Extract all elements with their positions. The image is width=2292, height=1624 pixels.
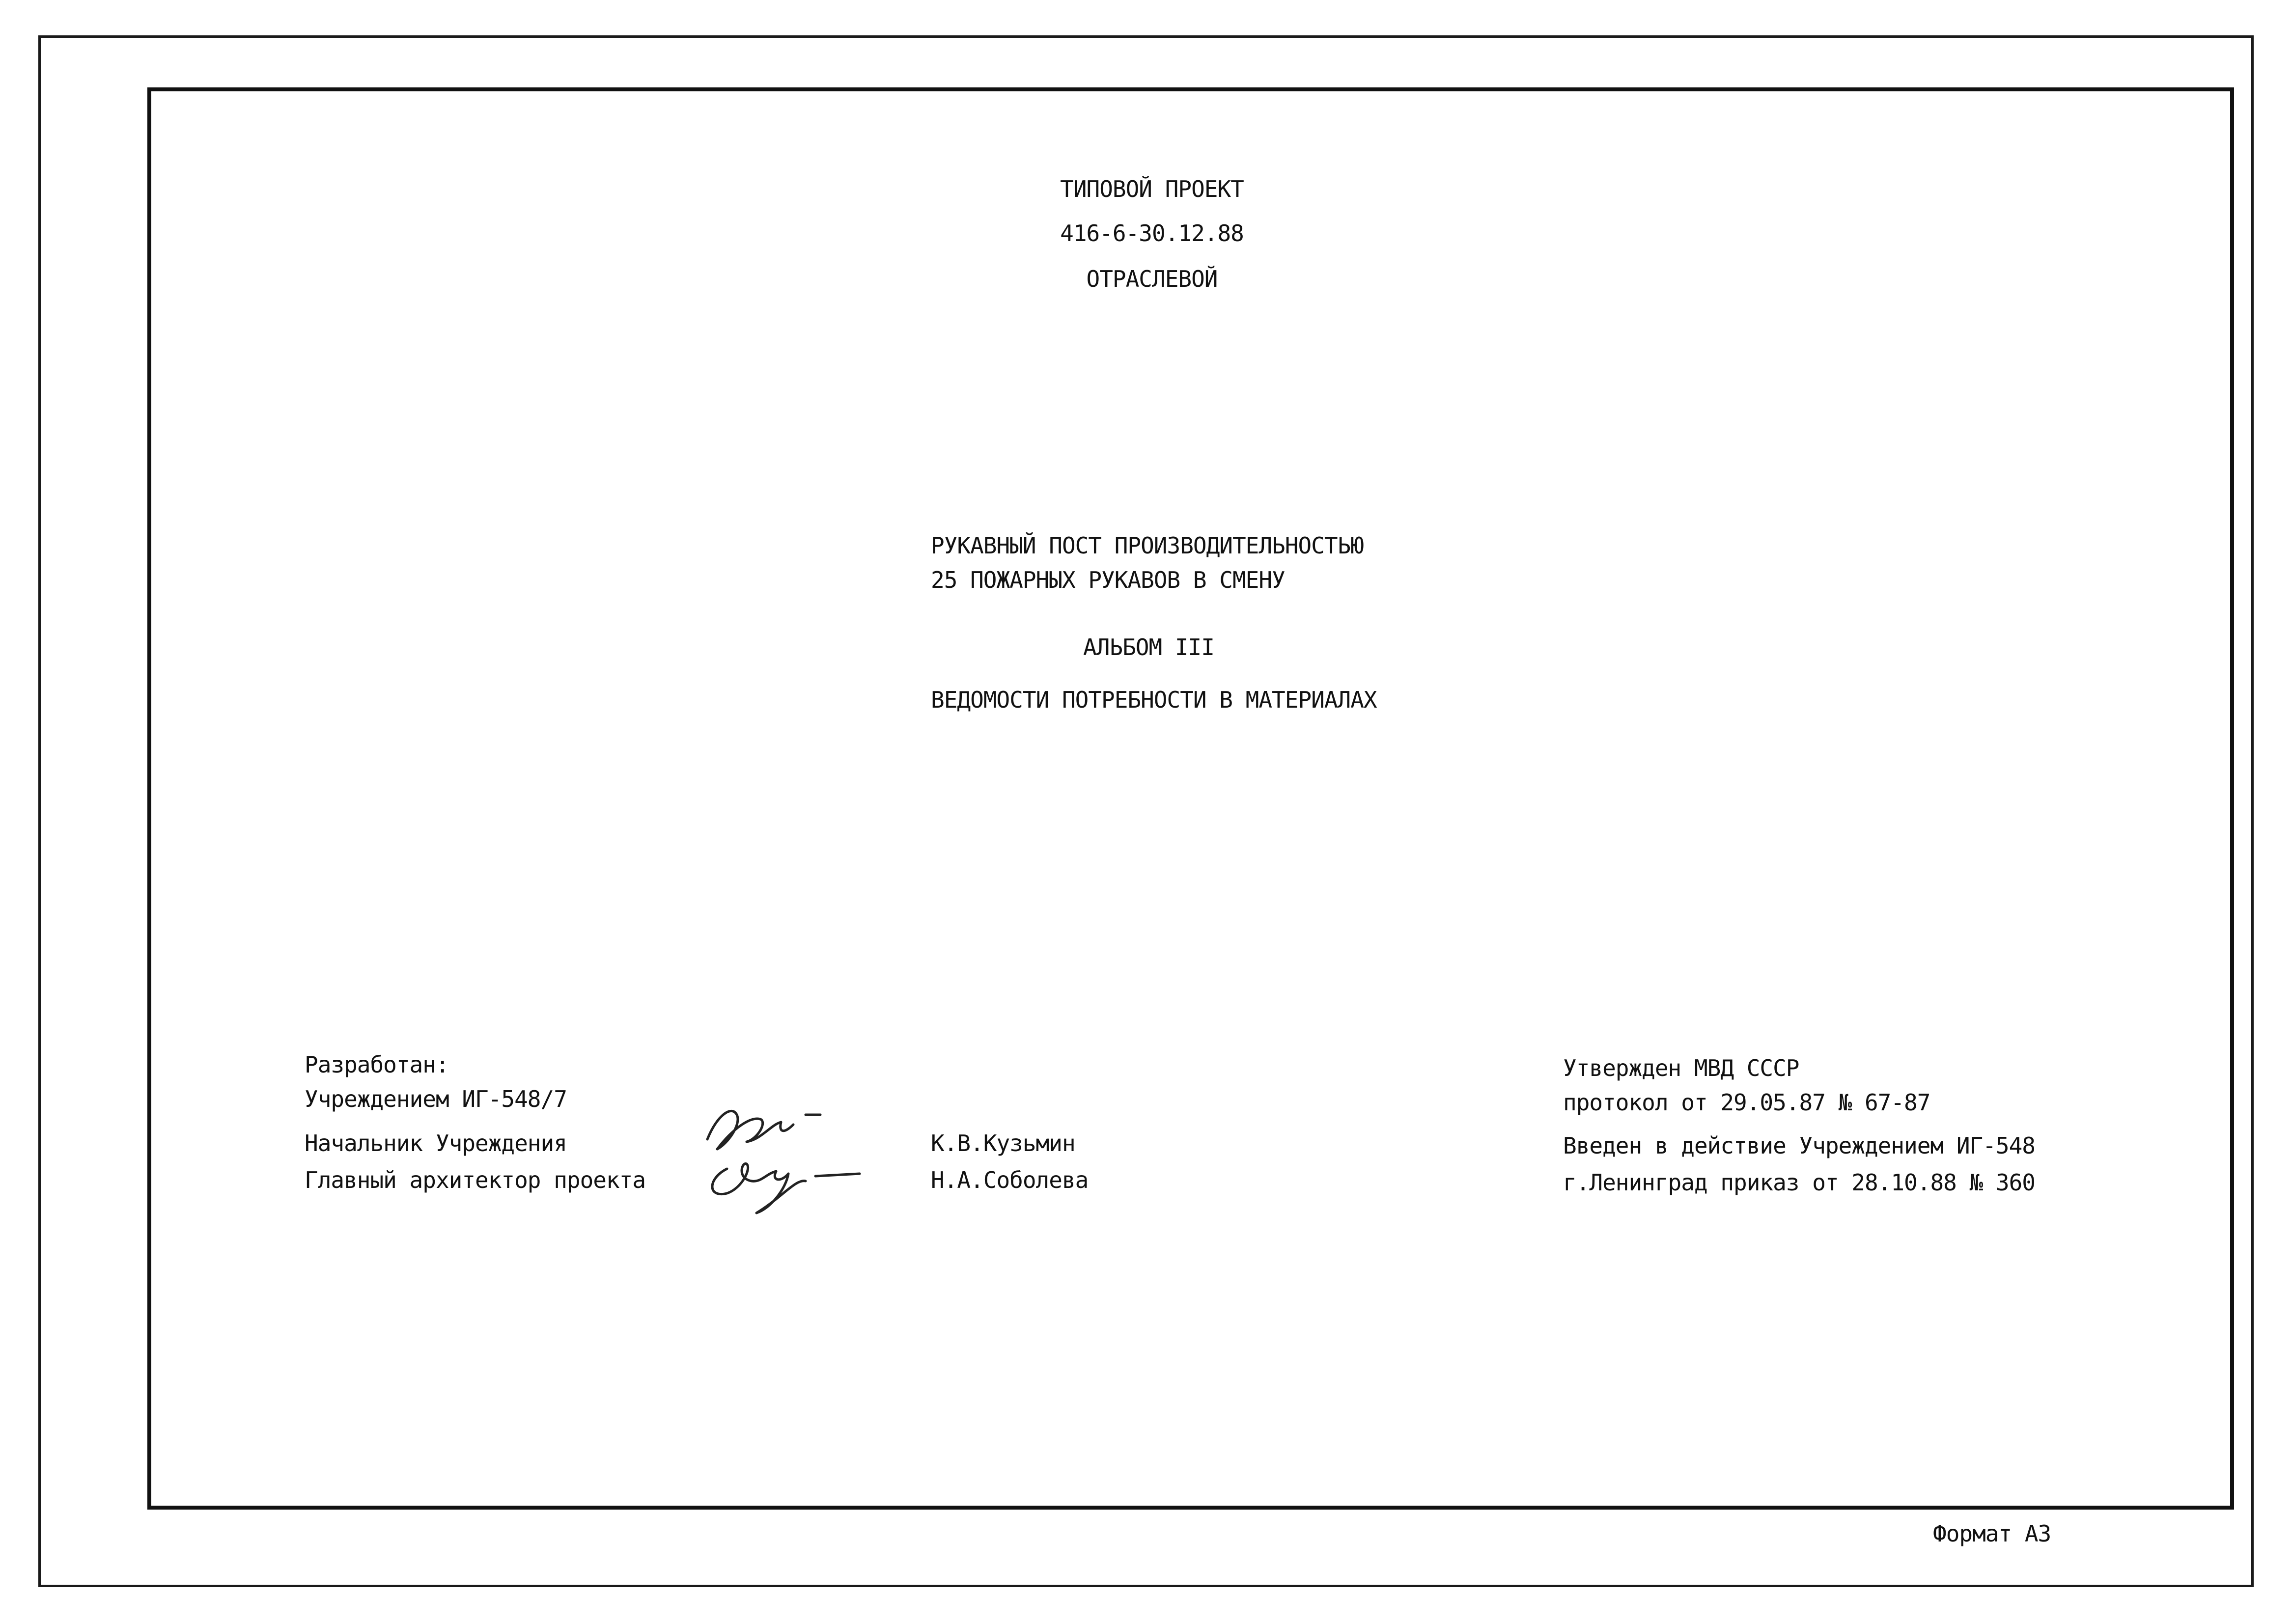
sheet-format: Формат А3	[1933, 1520, 2051, 1547]
album-subject: ВЕДОМОСТИ ПОТРЕБНОСТИ В МАТЕРИАЛАХ	[931, 687, 1377, 713]
drawing-frame	[147, 87, 2234, 1510]
approval-line-2: протокол от 29.05.87 № 67-87	[1563, 1089, 1930, 1116]
name-architect: Н.А.Соболева	[931, 1167, 1089, 1193]
role-architect: Главный архитектор проекта	[305, 1167, 646, 1193]
developer-label: Разработан:	[305, 1051, 449, 1078]
role-head: Начальник Учреждения	[305, 1130, 567, 1156]
developer-org: Учреждением ИГ-548/7	[305, 1086, 567, 1112]
project-category: ОТРАСЛЕВОЙ	[1086, 266, 1218, 292]
approval-line-3: Введен в действие Учреждением ИГ-548	[1563, 1132, 2035, 1159]
project-type: ТИПОВОЙ ПРОЕКТ	[1060, 176, 1244, 202]
album-number: АЛЬБОМ III	[1083, 634, 1214, 661]
handwritten-signatures	[698, 1095, 874, 1218]
title-line-1: РУКАВНЫЙ ПОСТ ПРОИЗВОДИТЕЛЬНОСТЬЮ	[931, 532, 1364, 559]
approval-line-1: Утвержден МВД СССР	[1563, 1055, 1799, 1081]
title-line-2: 25 ПОЖАРНЫХ РУКАВОВ В СМЕНУ	[931, 567, 1285, 593]
approval-line-4: г.Ленинград приказ от 28.10.88 № 360	[1563, 1169, 2035, 1196]
project-number: 416-6-30.12.88	[1060, 220, 1244, 247]
name-head: К.В.Кузьмин	[931, 1130, 1075, 1156]
